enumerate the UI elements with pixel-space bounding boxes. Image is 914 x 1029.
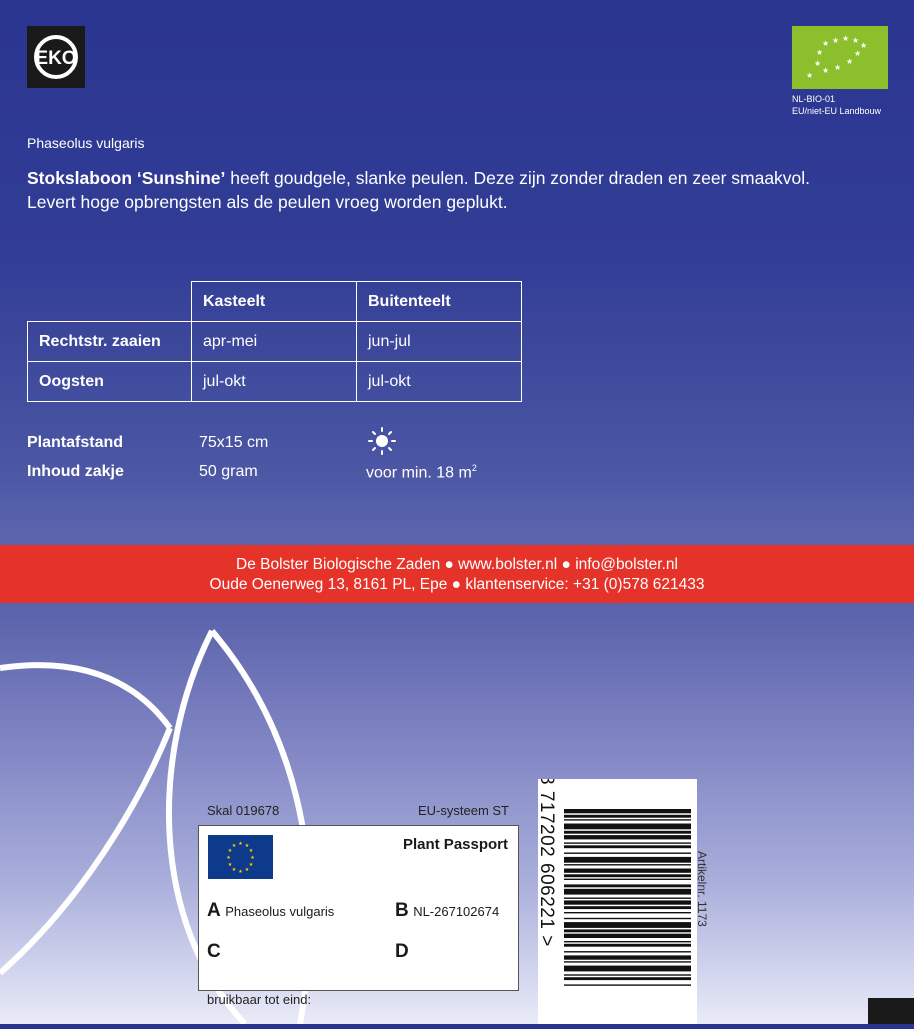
table-row — [28, 362, 522, 402]
barcode-bar — [564, 879, 691, 880]
contact-line1: De Bolster Biologische Zaden ● www.bolster.nl ● info@bolster.nl — [236, 556, 678, 573]
barcode-bar — [564, 815, 691, 818]
area-text: voor min. 18 m — [366, 464, 472, 482]
passport-value-b: NL-267102674 — [413, 904, 500, 919]
svg-text:★: ★ — [860, 41, 868, 50]
barcode-bars — [538, 779, 697, 1024]
barcode-bar — [564, 864, 691, 865]
species-name: Phaseolus vulgaris — [27, 135, 145, 151]
area-value — [366, 463, 477, 482]
barcode-bar — [564, 977, 691, 980]
barcode-bar — [564, 869, 691, 873]
barcode-bar — [564, 929, 691, 932]
spacing-value: 75x15 cm — [199, 434, 269, 451]
barcode-bar — [564, 819, 691, 820]
barcode-bar — [564, 831, 691, 834]
eko-logo — [27, 26, 85, 88]
table-header-kasteelt: Kasteelt — [192, 282, 357, 322]
barcode-bar — [564, 966, 691, 972]
barcode-bar — [564, 912, 691, 913]
area-sup: 2 — [471, 463, 477, 473]
eko-logo-text: EKO — [35, 48, 77, 69]
sowing-table — [27, 281, 522, 402]
svg-text:★: ★ — [816, 48, 824, 57]
svg-text:★: ★ — [231, 843, 237, 849]
table-cell: jun-jul — [357, 322, 522, 362]
passport-letter-c: C — [207, 941, 221, 962]
passport-field-a — [207, 900, 334, 922]
barcode-bar — [564, 889, 691, 895]
svg-text:★: ★ — [832, 36, 840, 45]
barcode-bar — [564, 809, 691, 813]
svg-text:★: ★ — [238, 869, 243, 875]
svg-text:★: ★ — [244, 867, 250, 873]
barcode-digits: 8 717202 606221 > — [538, 779, 557, 947]
svg-text:★: ★ — [238, 841, 243, 847]
barcode-bar — [564, 918, 691, 919]
passport-letter-a: A — [207, 900, 221, 921]
barcode-bar — [564, 941, 691, 942]
barcode — [538, 779, 697, 1024]
eu-organic-code-line1: NL-BIO-01 — [792, 94, 836, 104]
svg-text:★: ★ — [227, 862, 233, 868]
passport-letter-b: B — [395, 900, 409, 921]
eu-system: EU-systeem ST — [417, 803, 509, 818]
product-name: Stokslaboon ‘Sunshine’ — [27, 168, 226, 188]
barcode-bar — [564, 898, 691, 899]
eu-flag-icon — [208, 835, 273, 879]
barcode-bar — [564, 984, 691, 985]
table-cell: apr-mei — [192, 322, 357, 362]
best-before-label: bruikbaar tot eind: — [207, 992, 312, 1007]
contact-line2: Oude Oenerweg 13, 8161 PL, Epe ● klantenservice: +31 (0)578 621433 — [209, 576, 705, 593]
barcode-bar — [564, 961, 691, 962]
spacing-label: Plantafstand — [27, 434, 124, 451]
svg-text:★: ★ — [846, 57, 854, 66]
table-header-buitenteelt: Buitenteelt — [357, 282, 522, 322]
description-text2: Levert hoge opbrengsten als de peulen vroeg worden geplukt. — [27, 192, 508, 212]
svg-text:★: ★ — [227, 848, 233, 854]
svg-text:★: ★ — [854, 49, 862, 58]
table-row-label: Rechtstr. zaaien — [28, 322, 192, 362]
svg-text:★: ★ — [822, 66, 830, 75]
barcode-bar — [564, 934, 691, 938]
passport-field-b — [395, 900, 499, 922]
barcode-bar — [564, 974, 691, 975]
article-number: Artikelnr. 1173 — [695, 851, 709, 927]
barcode-bar — [564, 874, 691, 877]
barcode-bar — [564, 835, 691, 839]
passport-letter-d: D — [395, 941, 409, 962]
barcode-bar — [564, 951, 691, 952]
svg-text:★: ★ — [231, 867, 237, 873]
corner-block — [868, 998, 914, 1024]
svg-text:★: ★ — [248, 862, 254, 868]
product-description — [27, 166, 897, 214]
svg-text:★: ★ — [250, 855, 255, 861]
passport-value-a: Phaseolus vulgaris — [225, 904, 335, 919]
table-cell: jul-okt — [357, 362, 522, 402]
svg-text:★: ★ — [834, 63, 842, 72]
description-text1: heeft goudgele, slanke peulen. Deze zijn zonder draden en zeer smaakvol. — [225, 168, 811, 188]
skal-number: Skal 019678 — [207, 803, 280, 818]
barcode-bar — [564, 900, 691, 904]
svg-text:★: ★ — [822, 39, 830, 48]
eu-organic-code-line2: EU/niet-EU Landbouw — [792, 106, 882, 116]
eu-organic-code — [792, 93, 881, 117]
barcode-bar — [564, 922, 691, 928]
svg-text:★: ★ — [226, 855, 231, 861]
table-cell: jul-okt — [192, 362, 357, 402]
table-empty-cell — [28, 282, 192, 322]
eu-organic-leaf-logo — [792, 26, 888, 89]
contact-band — [0, 545, 914, 603]
barcode-bar — [564, 853, 691, 854]
svg-text:★: ★ — [842, 34, 850, 43]
svg-text:★: ★ — [852, 36, 860, 45]
plant-passport — [198, 825, 519, 991]
svg-text:★: ★ — [814, 59, 822, 68]
barcode-bar — [564, 906, 691, 909]
barcode-bar — [564, 857, 691, 863]
barcode-bar — [564, 842, 691, 843]
table-row — [28, 322, 522, 362]
content-label: Inhoud zakje — [27, 463, 124, 480]
svg-text:★: ★ — [248, 848, 254, 854]
barcode-bar — [564, 845, 691, 848]
barcode-bar — [564, 824, 691, 830]
svg-text:★: ★ — [244, 843, 250, 849]
svg-text:★: ★ — [806, 71, 814, 80]
content-value: 50 gram — [199, 463, 258, 480]
barcode-bar — [564, 955, 691, 959]
barcode-bar — [564, 884, 691, 887]
table-header-row — [28, 282, 522, 322]
passport-title: Plant Passport — [402, 836, 508, 853]
sun-icon — [366, 426, 398, 461]
table-row-label: Oogsten — [28, 362, 192, 402]
barcode-bar — [564, 944, 691, 947]
